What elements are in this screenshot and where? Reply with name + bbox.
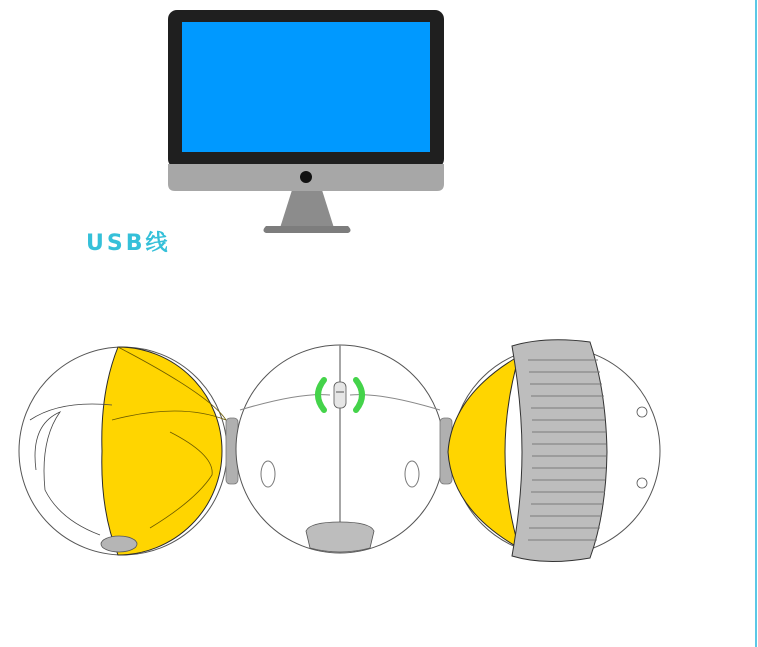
- robot-ball-wheel-view: [448, 340, 660, 562]
- robot1-yellow-shell: [102, 347, 222, 555]
- robot-ball-side-view: [19, 347, 238, 555]
- robot2-bottom-plate: [306, 522, 374, 552]
- desktop-monitor-icon: [168, 10, 444, 233]
- robot1-bottom-port: [101, 536, 137, 552]
- robot2-power-switch: [334, 382, 346, 408]
- right-border-rule: [755, 0, 757, 647]
- robot3-screw: [637, 478, 647, 488]
- monitor-button-dot: [300, 171, 312, 183]
- monitor-stand-base: [264, 226, 351, 233]
- robot3-screw: [637, 407, 647, 417]
- monitor-stand-neck: [280, 190, 334, 228]
- robot-ball-front-view: [236, 345, 452, 553]
- monitor-screen: [182, 22, 430, 152]
- usb-cable-label: USB线: [86, 231, 171, 256]
